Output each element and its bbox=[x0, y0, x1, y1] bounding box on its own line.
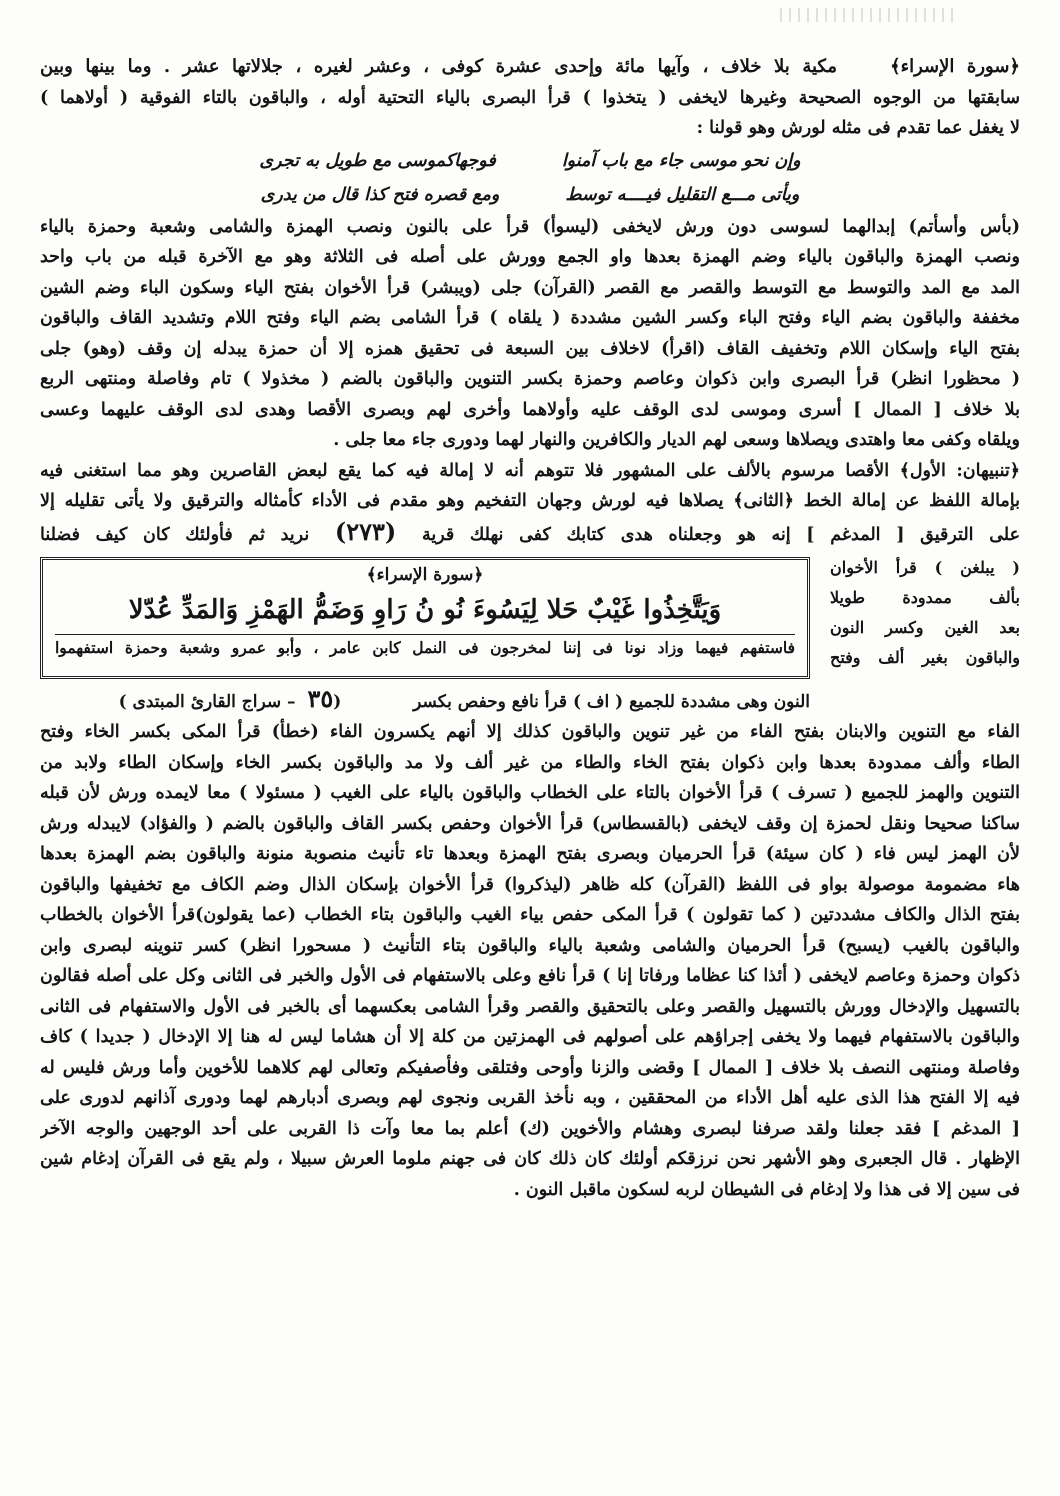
text-line: بفتح الياء وإسكان اللام وتخفيف القاف (اقرأ) لاخلاف بين السبعة فى تحقيق همزه إلا أن حمزة يبدله إن وقف (وهو) جلى bbox=[40, 338, 1020, 359]
surah-label: ﴿سورة الإسراء﴾ bbox=[890, 56, 1020, 77]
side-line: ( يبلغن ) قرأ الأخوان bbox=[830, 558, 1020, 577]
text-line: الطاء وألف ممدودة بعدها وابن ذكوان بفتح الخاء والطاء من غير ألف ولا مد والباقون بكسر الخاء وإسكان الطاء ولابد من bbox=[40, 752, 1020, 773]
text-line: بلا خلاف [ الممال ] أسرى وموسى لدى الوقف عليه وأولاهما وأخرى لهم وبصرى الأقصا وهدى لدى الوقف عليهما وعسى bbox=[40, 399, 1020, 420]
text-line: فيه إلا الفتح هذا الذى عليه أهل الأداء من المحققين ، وبه نأخذ القربى ونجوى لهم وبصرى أدبارهم لهما ودورى آذانهم لدورى على bbox=[40, 1088, 1020, 1108]
hemistich: ومع قصره فتح كذا قال من يدرى bbox=[260, 184, 500, 205]
footer-caption: النون وهى مشددة للجميع ( اف ) قرأ نافع وحفص بكسر (٣٥ – سراج القارئ المبتدى ) bbox=[118, 684, 810, 713]
text-line: لأن الهمز ليس فاء ( كان سيئة) قرأ الحرميان وبصرى بفتح الهمزة وبعدها تاء تأنيث منصوبة منونة والباقون بضم الهمزة بعدها bbox=[40, 844, 1020, 864]
hemistich: وإن نحو موسى جاء مع باب آمنوا bbox=[561, 150, 801, 171]
text-line: هاء مضمومة موصولة بواو فى اللفظ (القرآن) كله ظاهر (ليذكروا) قرأ الأخوان بإسكان الذال وضم الكاف مع تخفيفها والباقون bbox=[40, 874, 1020, 895]
text-line: الإظهار . قال الجعبرى وهو الأشهر نحن نرزقكم أولئك كان ذلك كان فى جهنم ملوما العرش سبيلا ، ولم يقع فى القرآن إدغام شين bbox=[40, 1149, 1020, 1169]
text-line: التنوين والهمز للجميع ( تسرف ) قرأ الأخوان بالتاء على الخطاب والباقون بالياء على الغيب ( مسئولا ) معا لايمده ورش لأن قبله bbox=[40, 783, 1020, 803]
text-line: ذكوان وحمزة وعاصم لايخفى ( أئذا كنا عظاما ورفاتا إنا ) قرأ نافع وعلى بالاستفهام فى الأول والخبر فى الثانى وكل على أصله فقالون bbox=[40, 966, 1020, 986]
text-line: وفاصلة ومنتهى النصف بلا خلاف [ الممال ] وقضى والزنا وأوحى وفتلقى وفأصفيكم وتعالى لهم كلاهما للأخوين وأما ورش فليس له bbox=[40, 1057, 1020, 1078]
text-fragment: على الترقيق [ المدغم ] إنه هو وجعلناه هدى كتابك كفى نهلك قرية bbox=[421, 524, 1020, 545]
box-verse: وَيَتَّخِذُوا غَيْبٌ حَلا لِيَسُوءَ نُو نُ رَاوِ وَضَمُّ الهَمْزِ وَالمَدِّ عُدّلا bbox=[128, 595, 722, 625]
side-line: بألف ممدودة طويلا bbox=[830, 588, 1020, 607]
text-line: سابقتها من الوجوه الصحيحة وغيرها لايخفى ( يتخذوا ) قرأ البصرى بالياء التحتية أوله ، والباقون بالتاء الفوقية ( أولاهما ) bbox=[40, 87, 1020, 108]
text-line: ساكنا صحيحا ونقل لحمزة إن وقف لايخفى (بالقسطاس) قرأ الأخوان وحفص بكسر القاف والباقون بالضم ( والفؤاد) لايبدله ورش bbox=[40, 813, 1020, 834]
side-line: والباقون بغير ألف وفتح bbox=[830, 648, 1020, 667]
text-line: ونصب الهمزة والباقون بالياء وضم الهمزة بعدها واو الجمع وورش على أصله فى الثلاثة وهو مع الآخرة قبله من باب واحد bbox=[40, 247, 1020, 267]
poem-line bbox=[40, 144, 1020, 178]
section-4 bbox=[40, 717, 1020, 1205]
caption-number: ٣٥ bbox=[307, 684, 334, 713]
text-line: ( محظورا انظر) قرأ البصرى وابن ذكوان وعاصم وحمزة بكسر التنوين والباقون بالضم ( مخذولا ) تام وفاصلة ومنتهى الربع bbox=[40, 369, 1020, 389]
caption-right: النون وهى مشددة للجميع ( اف ) قرأ نافع وحفص بكسر bbox=[413, 692, 810, 712]
box-title: ﴿سورة الإسراء﴾ bbox=[366, 565, 484, 585]
text-line: فى سين إلا فى هذا ولا إدغام فى الشيطان لربه لسكون ماقبل النون . bbox=[513, 1179, 1020, 1200]
text-line: بفتح الذال والكاف مشددتين ( كما تقولون ) قرأ المكى حفص بياء الغيب والباقون بتاء الخطاب (عما يقولون)قرأ الأخوان بالخطاب bbox=[40, 905, 1020, 925]
matn-box bbox=[40, 557, 810, 679]
text-line: لا يغفل عما تقدم فى مثله لورش وهو قولنا : bbox=[696, 118, 1020, 138]
text-line bbox=[40, 517, 1020, 548]
hemistich: فوجهاكموسى مع طويل به تجرى bbox=[259, 150, 496, 171]
text-fragment: نريد ثم فأولئك كان كيف فضلنا bbox=[40, 524, 310, 545]
text-line: (بأس وأسأتم) إبدالهما لسوسى دون ورش لايخفى (ليسوأ) قرأ على بالنون ونصب الهمزة والشامى وشعبة وحمزة بالياء bbox=[40, 216, 1020, 237]
header-line bbox=[40, 52, 1020, 83]
scan-noise bbox=[780, 8, 960, 22]
text-line: [ المدغم ] فقد جعلنا ولقد صرفنا لبصرى وهشام والأخوين (ك) أعلم بما معا وآت ذا القربى على أحد الوجهين والوجه الآخر bbox=[40, 1118, 1020, 1139]
text-line: الفاء مع التنوين والابنان بفتح الفاء من غير تنوين والباقون كذلك إلا أنهم يكسرون الفاء (خطأ) قرأ المكى بكسر الخاء وفتح bbox=[40, 722, 1020, 742]
text-line: بالتسهيل والإدخال وورش بالتسهيل والقصر وعلى بالتحقيق والقصر وقرأ الشامى بعكسهما أى بالخبر فى الأول والاستفهام فى الثانى bbox=[40, 996, 1020, 1017]
text-line: مخففة والباقون بضم الياء وفتح الباء وكسر الشين مشددة ( يلقاه ) قرأ الشامى بضم الياء وفتح اللام وتشديد القاف والباقون bbox=[40, 308, 1020, 328]
section-3 bbox=[40, 456, 1020, 548]
text-line: ﴿تنبيهان: الأول﴾ الأقصا مرسوم بالألف على المشهور فلا تتوهم أنه لا إمالة فيه كما يقع لبعض القاصرين وهو مما استغنى فيه bbox=[40, 460, 1020, 481]
section-1 bbox=[40, 83, 1020, 144]
poem bbox=[40, 144, 1020, 212]
side-line: بعد الغين وكسر النون bbox=[830, 618, 1020, 637]
section-2 bbox=[40, 212, 1020, 456]
text-line: المد مع المد والتوسط مع التوسط والقصر مع القصر (القرآن) جلى (ويبشر) قرأ الأخوان بفتح الياء وسكون الباء وضم الشين bbox=[40, 277, 1020, 298]
caption-text: – سراج القارئ المبتدى ) bbox=[118, 692, 296, 712]
text-line: والباقون بالاستفهام فيهما ولا يخفى إجراؤهم على أصولهم فى الهمزتين من كلة إلا أن هشاما ليس له هنا إلا الإدخال ( جديدا ) كاف bbox=[40, 1027, 1020, 1047]
document-page bbox=[40, 52, 1020, 1205]
text-line: والباقون بالغيب (يسبح) قرأ الحرميان والشامى وشعبة بالياء والباقون بتاء التأنيث ( مسحورا انظر) كسر تنوينه لبصرى وابن bbox=[40, 935, 1020, 956]
side-column bbox=[830, 553, 1020, 673]
page-number: (٢٧٣) bbox=[334, 516, 397, 546]
poem-line bbox=[40, 178, 1020, 212]
hemistich: ويأتى مـــع التقليل فيــــه توسط bbox=[565, 184, 800, 205]
box-note: فاستفهم فيهما وزاد نونا فى إننا لمخرجون فى النمل كابن عامر ، وأبو عمرو وشعبة وحمزة استفهموا bbox=[55, 638, 795, 657]
text-line: ويلقاه وكفى معا واهتدى ويصلاها وسعى لهم الديار والكافرين والنهار لهما ودورى جاء معا جلى . bbox=[333, 430, 1020, 450]
header-text: مكية بلا خلاف ، وآيها مائة وإحدى عشرة كوفى ، وعشر لغيره ، جلالاتها عشر . وما بينها وبين bbox=[40, 56, 837, 77]
text-line: بإمالة اللفظ عن إمالة الخط ﴿الثانى﴾ يصلاها فيه لورش وجهان التفخيم وهو مقدم فى الأداء كأمثاله والترقيق ولا يأتى تقليله إلا bbox=[40, 491, 1020, 511]
matn-block bbox=[40, 553, 1020, 713]
